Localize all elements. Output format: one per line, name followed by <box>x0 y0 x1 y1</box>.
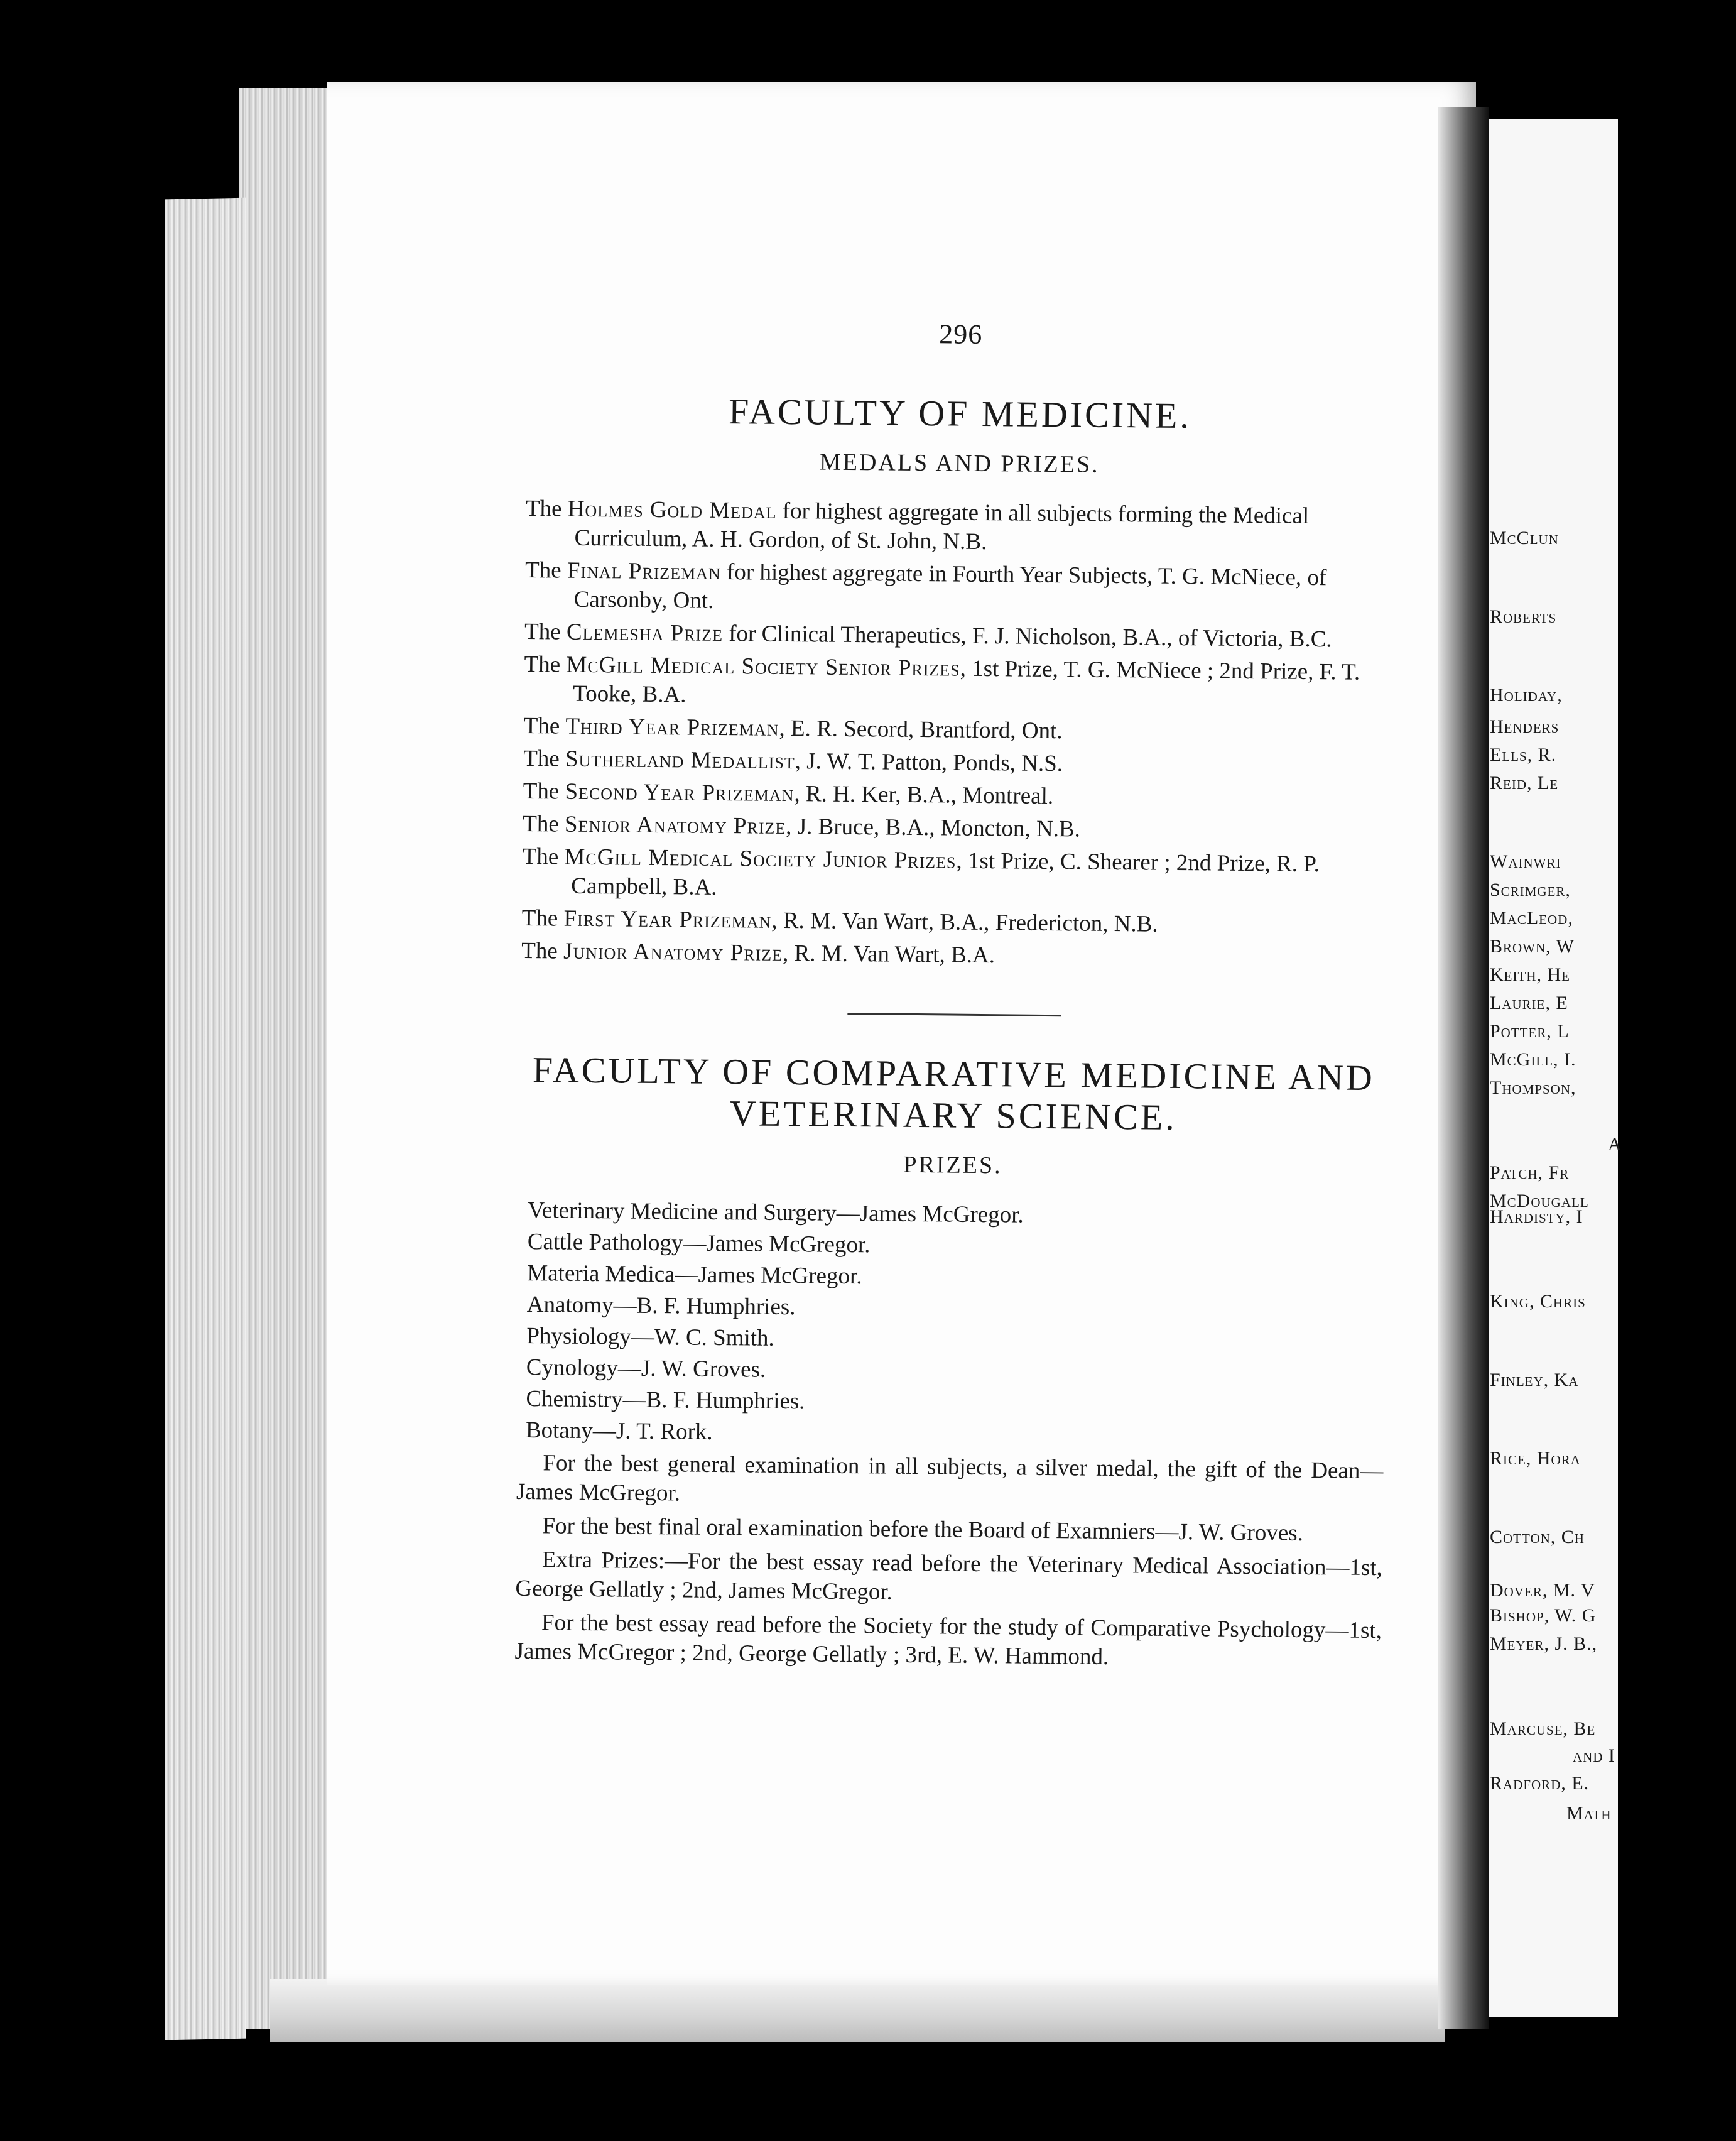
entry-prefix: The <box>524 557 568 584</box>
prize-name: McGill Medical Society Senior Prizes <box>566 651 960 682</box>
facing-page-line: Laurie, E <box>1490 993 1568 1013</box>
prize-name: Senior Anatomy Prize <box>564 811 786 839</box>
facing-page-line: Thompson, <box>1490 1077 1576 1098</box>
facing-page-line: MacLeod, <box>1490 908 1573 929</box>
prize-entry <box>521 937 1388 974</box>
list-item: Physiology—W. C. Smith. <box>526 1323 774 1351</box>
prize-entry <box>522 904 1389 941</box>
entry-prefix: The <box>524 651 567 678</box>
medicine-subtitle: MEDALS AND PRIZES. <box>819 449 1100 478</box>
prize-winner: , R. M. Van Wart, B.A. <box>782 940 995 969</box>
facing-page-line: Holiday, <box>1490 685 1563 705</box>
prize-entry <box>524 618 1391 655</box>
prize-entry <box>523 777 1389 814</box>
entry-prefix: The <box>523 778 565 805</box>
prize-name: Holmes Gold Medal <box>567 496 777 524</box>
prize-name: Clemesha Prize <box>566 619 724 647</box>
facing-page-line: Cotton, Ch <box>1490 1527 1585 1547</box>
prize-name: Second Year Prizeman <box>565 778 795 807</box>
list-item: Anatomy—B. F. Humphries. <box>526 1292 796 1321</box>
veterinary-title-line-1: FACULTY OF COMPARATIVE MEDICINE AND <box>532 1049 1375 1099</box>
facing-page-line: Henders <box>1490 716 1560 737</box>
prize-name: Junior Anatomy Prize <box>563 938 783 966</box>
prize-winner: , 1st Prize, C. Shearer ; 2nd Prize, R. P. Campbell, B.A. <box>571 847 1320 900</box>
facing-page-line: McGill, I. <box>1490 1049 1576 1070</box>
facing-page-line: McDougall <box>1490 1190 1589 1211</box>
list-item: Chemistry—B. F. Humphries. <box>526 1386 805 1415</box>
facing-page-line: Radford, E. <box>1490 1773 1590 1794</box>
facing-page-line: Hardisty, I <box>1490 1206 1583 1227</box>
list-item: Veterinary Medicine and Surgery—James McGregor. <box>528 1197 1024 1228</box>
prize-winner: , J. W. T. Patton, Ponds, N.S. <box>795 748 1063 777</box>
facing-page-line: Marcuse, Be <box>1490 1718 1596 1739</box>
facing-page-line: Finley, Ka <box>1490 1370 1579 1390</box>
list-item: Cattle Pathology—James McGregor. <box>527 1229 871 1258</box>
prize-winner: for Clinical Therapeutics, F. J. Nicholson, B.A., of Victoria, B.C. <box>722 621 1332 653</box>
facing-page-line: Rice, Hora <box>1490 1448 1581 1469</box>
page-content <box>514 314 1394 1679</box>
facing-page-line: Reid, Le <box>1490 773 1559 793</box>
facing-page-line: Ells, R. <box>1490 744 1557 765</box>
facing-page-line: Scrimger, <box>1490 880 1571 900</box>
entry-prefix: The <box>522 843 565 870</box>
facing-page-line: Dover, M. V <box>1490 1580 1595 1601</box>
entry-prefix: The <box>523 745 566 772</box>
facing-page-line: Meyer, J. B., <box>1490 1633 1598 1654</box>
list-item: Botany—J. T. Rork. <box>525 1417 713 1445</box>
veterinary-subtitle: PRIZES. <box>903 1151 1002 1179</box>
prize-winner: , 1st Prize, T. G. McNiece ; 2nd Prize, F. T. Tooke, B.A. <box>573 655 1360 708</box>
section-divider <box>847 1013 1061 1016</box>
prize-winner: , R. H. Ker, B.A., Montreal. <box>794 781 1054 810</box>
facing-page-line: Bishop, W. G <box>1490 1605 1597 1626</box>
veterinary-prize-list <box>517 1196 1386 1453</box>
page-bottom-edge <box>270 1979 1445 2042</box>
facing-page-line: Brown, W <box>1490 936 1575 957</box>
prize-name: Sutherland Medallist <box>565 746 795 775</box>
prize-winner: for highest aggregate in Fourth Year Subjects, T. G. McNiece, of Carsonby, Ont. <box>573 558 1327 614</box>
prize-winner: , J. Bruce, B.A., Moncton, N.B. <box>786 813 1081 842</box>
page-edges <box>239 88 333 2029</box>
prize-entry <box>523 712 1390 749</box>
paragraph: Extra Prizes:—For the best essay read before the Veterinary Medical Association—1st, George Gellatly ; 2nd, James McGregor. <box>515 1547 1383 1605</box>
paragraph: For the best general examination in all subjects, a silver medal, the gift of the Dean—James McGregor. <box>516 1450 1384 1506</box>
prize-entry <box>523 744 1390 782</box>
prize-entry <box>524 556 1392 622</box>
medicine-title: FACULTY OF MEDICINE. <box>728 391 1192 437</box>
facing-page-line: Patch, Fr <box>1490 1162 1570 1183</box>
facing-page-line: Keith, He <box>1490 964 1570 985</box>
prize-winner: for highest aggregate in all subjects forming the Medical Curriculum, A. H. Gordon, of St. John, N.B. <box>574 498 1310 555</box>
paragraph: For the best essay read before the Society for the study of Comparative Psychology—1st, James McGregor ; 2nd, George Gellatly ; 3rd, E. W. Hammond. <box>514 1610 1382 1670</box>
paragraph: For the best final oral examination before the Board of Examniers—J. W. Groves. <box>542 1513 1304 1546</box>
facing-page-line: Math <box>1566 1803 1612 1824</box>
entry-prefix: The <box>523 810 565 837</box>
facing-page-line: McClun <box>1490 528 1559 548</box>
page-number: 296 <box>938 319 983 350</box>
facing-page-line: and I <box>1573 1745 1615 1766</box>
facing-page-line: Wainwri <box>1490 851 1561 872</box>
list-item: Materia Medica—James McGregor. <box>527 1260 862 1290</box>
prize-entry <box>522 842 1389 908</box>
prize-winner: , R. M. Van Wart, B.A., Fredericton, N.B. <box>771 907 1158 937</box>
book-gutter <box>1438 107 1489 2029</box>
list-item: Cynology—J. W. Groves. <box>526 1354 766 1383</box>
prize-entry <box>524 650 1391 716</box>
page-edges-lower <box>165 198 246 2040</box>
entry-prefix: The <box>525 495 568 522</box>
prize-name: Final Prizeman <box>567 557 721 585</box>
prize-winner: , E. R. Secord, Brantford, Ont. <box>779 715 1063 744</box>
facing-page-line: Roberts <box>1490 606 1557 627</box>
facing-page-line: A <box>1608 1134 1622 1155</box>
entry-prefix: The <box>523 712 566 739</box>
prize-name: McGill Medical Society Junior Prizes <box>564 844 957 874</box>
entry-prefix: The <box>524 618 567 645</box>
entry-prefix: The <box>521 905 564 932</box>
prize-name: Third Year Prizeman <box>565 713 779 741</box>
prize-entry <box>523 810 1389 847</box>
medicine-prize-list <box>521 494 1392 974</box>
prize-entry <box>525 494 1392 560</box>
facing-page-line: King, Chris <box>1490 1291 1586 1312</box>
prize-name: First Year Prizeman <box>563 905 772 934</box>
facing-page-line: Potter, L <box>1490 1021 1570 1042</box>
entry-prefix: The <box>521 937 564 964</box>
veterinary-title-line-2: VETERINARY SCIENCE. <box>729 1092 1178 1138</box>
